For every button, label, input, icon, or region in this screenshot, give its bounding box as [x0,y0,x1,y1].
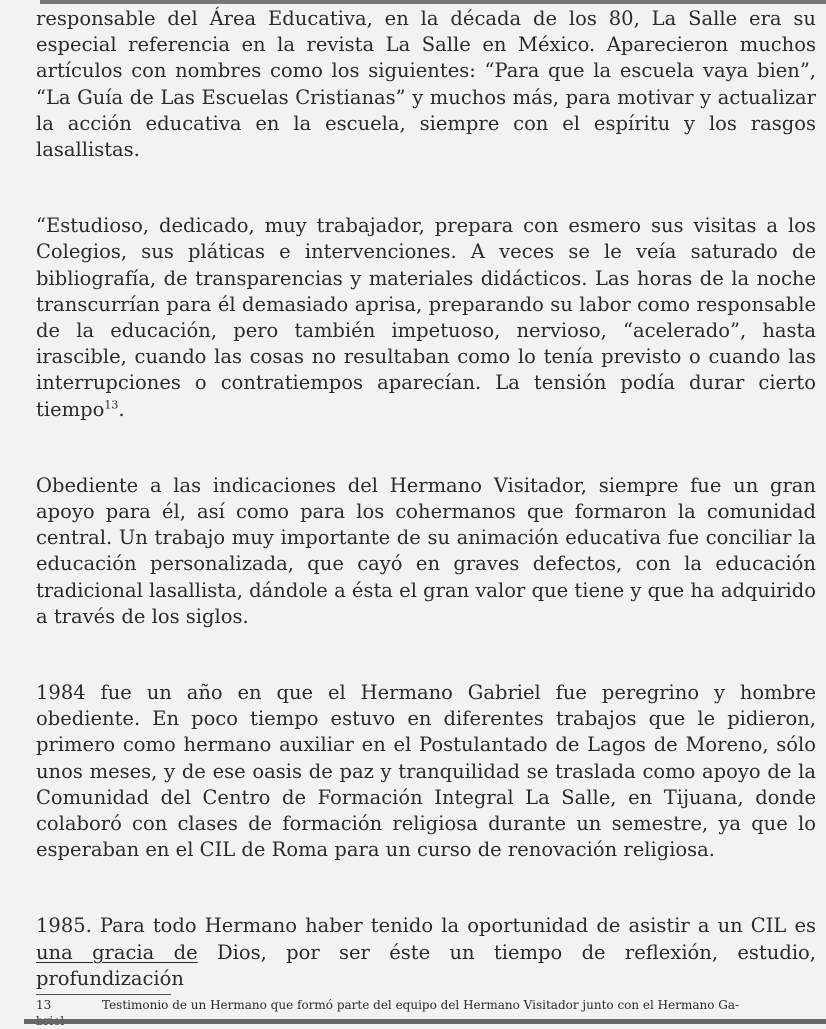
paragraph-1: responsable del Área Educativa, en la década de los 80, La Salle era su especial referencia en la revista La Salle en México. Aparecieron muchos artículos con nombres como los siguientes: “Para que la escuela vaya bien”, “La Guía de Las Escuelas Cristianas” y muchos más, para motivar y actualizar la acción educativa en la escuela, siempre con el espíritu y los rasgos lasallistas. [36,7,816,162]
footnote-text: Testimonio de un Hermano que formó parte del equipo del Hermano Visitador junto con el Hermano Ga- [102,998,740,1013]
footnote-number: 13 [36,998,52,1013]
footnote-reference: 13 [104,398,119,412]
paragraph-5-start: 1985. Para todo Hermano haber tenido la oportunidad de asistir a un CIL es [36,914,816,938]
paragraph-2 [36,213,816,423]
document-page [36,6,816,1029]
paragraph-4: 1984 fue un año en que el Hermano Gabriel fue peregrino y hombre obediente. En poco tiempo estuvo en diferentes trabajos que le pidieron, primero como hermano auxiliar en el Postulantado de Lagos de Moreno, sólo unos meses, y de ese oasis de paz y tranquilidad se traslada como apoyo de la Comunidad del Centro de Formación Integral La Salle, en Tijuana, donde colaboró con clases de formación religiosa durante un semestre, ya que lo esperaban en el CIL de Roma para un curso de renovación religiosa. [36,681,816,862]
paragraph-2-end: . [118,397,125,421]
paragraph-5-end: Dios, por ser éste un tiempo de reflexión, estudio, profundización [36,940,816,990]
footnote-separator [36,994,171,995]
bottom-page-rule [24,1019,826,1024]
footnote [36,997,796,1029]
paragraph-5-underlined: una gracia de [36,940,198,964]
paragraph-5 [36,913,816,992]
paragraph-2-text: “Estudioso, dedicado, muy trabajador, prepara con esmero sus visitas a los Colegios, sus pláticas e intervenciones. A veces se le veía saturado de bibliografía, de transparencias y materiales didácticos. Las horas de la noche transcurrían para él demasiado aprisa, preparando su labor como responsable de la educación, pero también impetuoso, nervioso, “acelerado”, hasta irascible, cuando las cosas no resultaban como lo tenía previsto o cuando las interrupciones o contratiempos aparecían. La tensión podía durar cierto tiempo [36,214,816,421]
top-page-rule [40,0,826,4]
paragraph-3: Obediente a las indicaciones del Hermano Visitador, siempre fue un gran apoyo para él, así como para los cohermanos que formaron la comunidad central. Un trabajo muy importante de su animación educativa fue conciliar la educación personalizada, que cayó en graves defectos, con la educación tradicional lasallista, dándole a ésta el gran valor que tiene y que ha adquirido a través de los siglos. [36,473,816,628]
